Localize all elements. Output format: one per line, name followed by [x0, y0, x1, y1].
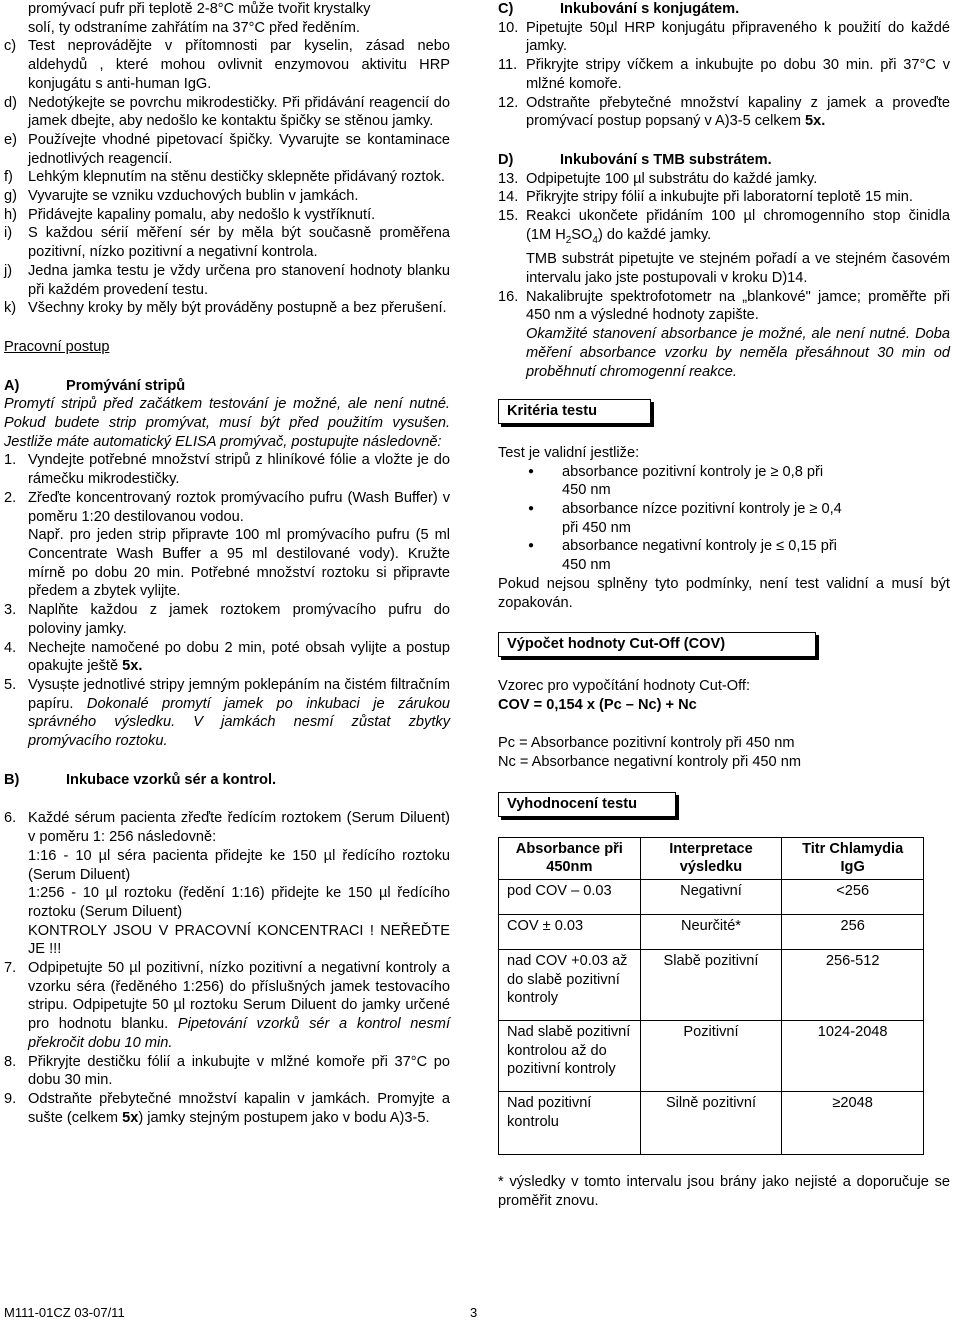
- bullet-icon: ●: [528, 465, 535, 477]
- note-label: k): [4, 300, 17, 317]
- step-sentence: Reakci ukončete přidáním 100 µl chromogenního stop činidla (1M H: [526, 208, 950, 243]
- criteria-line: absorbance nízce pozitivní kontroly je ≥ 0,4: [562, 501, 842, 518]
- step-text: Přikryjte stripy fólií a inkubujte při laboratorní teplotě 15 min.: [526, 189, 913, 206]
- step-text: [28, 489, 450, 526]
- section-d-heading: [498, 151, 950, 170]
- note-text: Vyvarujte se vzniku vzduchových bublin v jamkách.: [28, 188, 359, 205]
- table-row: [499, 1091, 924, 1154]
- step-text: 1:16 - 10 µl séra pacienta přidejte ke 150 µl ředícího roztoku (Serum Diluent): [28, 847, 450, 883]
- table-cell: 1024-2048: [782, 1020, 924, 1091]
- table-row: [499, 879, 924, 914]
- section-d-title: Inkubování s TMB substrátem.: [560, 151, 772, 168]
- step-note: Dokonalé promytí jamek po inkubaci je zárukou správného výsledku. V jamkách nesmí zůstat zbytky promývacího roztoku.: [28, 695, 450, 750]
- table-row: [499, 1020, 924, 1091]
- step-note: Pipetování vzorků sér a kontrol nesmí překročit dobu 10 min.: [28, 1016, 451, 1051]
- table-cell: <256: [782, 879, 924, 914]
- criteria-item: [498, 463, 950, 500]
- step-number: 12.: [498, 94, 519, 111]
- note-item: [4, 187, 450, 206]
- note-item: [4, 224, 450, 261]
- step-8: [4, 1053, 450, 1090]
- note-text: S každou sérií měření sér by měla být současně proměřena pozitivní, nízko pozitivní a negativní kontrola.: [28, 225, 450, 261]
- step-14: [498, 188, 950, 207]
- intro-sentence: Jestliže máte automatický ELISA promývač, postupujte následovně:: [4, 433, 442, 450]
- page-number: 3: [470, 1305, 478, 1320]
- note-label: g): [4, 188, 17, 205]
- step-sentence: Vysuște jednotlivé stripy jemným poklepáním na čistém filtračním papíru.: [28, 676, 450, 712]
- step-number: 2.: [4, 489, 17, 506]
- section-c-steps: [498, 19, 950, 131]
- section-a-steps: [4, 451, 450, 750]
- step-6: [4, 809, 450, 959]
- evaluation-heading: Vyhodnocení testu: [498, 792, 676, 817]
- table-header: Interpretace výsledku: [640, 837, 782, 879]
- step-number: 8.: [4, 1053, 17, 1070]
- section-a-label: A): [4, 377, 20, 394]
- step-body: [28, 489, 450, 601]
- step-number: 1.: [4, 452, 17, 469]
- step-text: [526, 19, 950, 56]
- step-text: [526, 207, 950, 250]
- criteria-item: [498, 500, 950, 537]
- section-a-intro: [4, 395, 450, 451]
- step-body: [28, 451, 450, 488]
- note-label: i): [4, 225, 13, 242]
- section-b-label: B): [4, 771, 20, 788]
- criteria-line: 450 nm: [562, 482, 611, 499]
- step-text: Např. pro jeden strip připravte 100 ml promývacího pufru (5 ml Concentrate Wash Buffer a 95 ml destilované vody). Kružte mírně po dobu 20 min. Potřebné množství roztoku si připravte předem a zbytek vylijte.: [28, 527, 450, 600]
- step-item: [4, 451, 450, 488]
- note-text: Všechny kroky by měly být prováděny postupně a bez přerušení.: [28, 300, 447, 317]
- footnote-text: * výsledky v tomto intervalu jsou brány jako nejisté a doporučuje se proměřit znovu.: [498, 1173, 950, 1209]
- step-9: [4, 1090, 450, 1127]
- step-number: 16.: [498, 288, 519, 305]
- step-number: 7.: [4, 960, 17, 977]
- step-sentence: Zřeďte koncentrovaný roztok promývacího pufru (Wash Buffer) v poměru 1:20 destilovanou vodou.: [28, 489, 450, 525]
- note-item: [4, 262, 450, 299]
- step-text: Odpipetujte 100 µl substrátu do každé jamky.: [526, 170, 818, 187]
- nc-definition: Nc = Absorbance negativní kontroly při 450 nm: [498, 754, 801, 771]
- step-number: 15.: [498, 208, 519, 225]
- step-item: [498, 19, 950, 56]
- step-sentence: Přikryjte stripy víčkem a inkubujte po dobu 30 min. při 37°C v mlžné komoře.: [526, 57, 950, 92]
- notes-list: [4, 37, 450, 318]
- pc-definition: Pc = Absorbance pozitivní kontroly při 450 nm: [498, 735, 795, 752]
- table-cell: Negativní: [640, 879, 782, 914]
- step-text: [526, 94, 950, 131]
- step-body: [28, 676, 450, 751]
- step-sentence: Nechejte namočené po dobu 2 min, poté obsah vylijte a postup opakujte ještě: [28, 639, 450, 675]
- note-item: [4, 131, 450, 168]
- step-text: [28, 1090, 450, 1127]
- footnote: [498, 1173, 950, 1210]
- step-number: 5.: [4, 676, 17, 693]
- criteria-list: [498, 463, 950, 575]
- step-sentence: Pipetujte 50µl HRP konjugátu připraveného k použití do každé jamky.: [526, 19, 950, 55]
- note-text: Přidávejte kapaliny pomalu, aby nedošlo k vystříknutí.: [28, 206, 376, 223]
- intro-line: promývací pufr při teplotě 2-8°C může tvořit krystalky: [28, 1, 371, 17]
- step-sentence: ) jamky stejným postupem jako v bodu A)3-5.: [138, 1109, 430, 1126]
- table-cell: Neurčité*: [640, 914, 782, 949]
- subscript: 4: [592, 234, 598, 246]
- step-number: 11.: [498, 57, 518, 74]
- note-label: f): [4, 169, 13, 186]
- note-text: Test neprovádějte v přítomnosti par kyselin, zásad nebo aldehydů , které mohou ovlivnit enzymovou aktivitu HRP konjugátu s anti-human IgG.: [28, 38, 450, 92]
- step-text: [28, 451, 450, 488]
- step-text: [526, 56, 950, 93]
- step-number: 14.: [498, 189, 519, 206]
- intro-text: [4, 0, 450, 37]
- section-c-label: C): [498, 1, 514, 17]
- step-text: KONTROLY JSOU V PRACOVNÍ KONCENTRACI ! NEŘEĎTE JE !!!: [28, 922, 450, 958]
- step-text: 1:256 - 10 µl roztoku (ředění 1:16) přidejte ke 150 µl ředícího roztoku (Serum Diluent): [28, 885, 450, 920]
- table-cell: Slabě pozitivní: [640, 949, 782, 1020]
- note-item: [4, 206, 450, 225]
- section-a-heading: [4, 377, 450, 396]
- criteria-line: absorbance pozitivní kontroly je ≥ 0,8 při: [562, 463, 824, 480]
- step-15: [498, 207, 950, 288]
- note-text: Jedna jamka testu je vždy určena pro stanovení hodnoty blanku při každém provedení testu.: [28, 262, 450, 298]
- step-text: Nakalibrujte spektrofotometr na „blankové" jamce; proměřte při 450 nm a výsledné hodnoty zapište.: [526, 288, 950, 324]
- table-cell: 256-512: [782, 949, 924, 1020]
- step-number: 3.: [4, 602, 17, 619]
- step-sentence: Vyndejte potřebné množství stripů z hliníkové fólie a vložte je do rámečku mikrodestičky.: [28, 452, 450, 488]
- step-item: [498, 94, 950, 131]
- document-code: M111-01CZ 03-07/11: [4, 1305, 125, 1320]
- step-text: [28, 959, 450, 1053]
- step-number: 10.: [498, 19, 519, 36]
- bullet-icon: ●: [528, 540, 535, 552]
- intro-sentence: Promytí stripů před začátkem testování je možné, ale není nutné.: [4, 396, 450, 413]
- note-label: h): [4, 206, 17, 223]
- step-sentence: ) do každé jamky.: [597, 226, 712, 243]
- step-13: [498, 170, 950, 189]
- note-label: e): [4, 131, 17, 148]
- step-text: Každé sérum pacienta zřeďte ředícím roztokem (Serum Diluent) v poměru 1: 256 následovně:: [28, 810, 450, 846]
- right-column: [498, 0, 950, 1210]
- table-header-row: [499, 837, 924, 879]
- step-number: 4.: [4, 639, 17, 656]
- subscript: 2: [565, 234, 572, 246]
- step-sentence: Odstraňte přebytečné množství kapalin v jamkách. Promyjte a sušte (celkem: [28, 1090, 450, 1126]
- step-bold: 5x: [122, 1109, 139, 1126]
- table-cell: Silně pozitivní: [640, 1091, 782, 1154]
- step-number: 6.: [4, 810, 17, 827]
- section-a-title: Promývání stripů: [66, 377, 186, 394]
- criteria-text: [562, 500, 950, 537]
- step-item: [498, 56, 950, 93]
- table-cell: Pozitivní: [640, 1020, 782, 1091]
- step-16: [498, 288, 950, 382]
- step-item: [4, 676, 450, 751]
- note-item: [4, 299, 450, 318]
- bullet-icon: ●: [528, 503, 535, 515]
- evaluation-table: [498, 837, 924, 1155]
- step-sentence: SO: [571, 226, 593, 243]
- table-cell: Nad pozitivní kontrolu: [499, 1091, 641, 1154]
- cutoff-intro: Vzorec pro vypočítání hodnoty Cut-Off:: [498, 678, 751, 694]
- table-row: [499, 914, 924, 949]
- table-cell: Nad slabě pozitivní kontrolou až do pozitivní kontroly: [499, 1020, 641, 1091]
- step-sentence: Naplňte každou z jamek roztokem promývacího pufru do poloviny jamky.: [28, 602, 450, 637]
- table-row: [499, 949, 924, 1020]
- step-text: [28, 676, 450, 751]
- note-item: [4, 37, 450, 93]
- intro-line: solí, ty odstraníme zahřátím na 37°C před ředěním.: [28, 19, 360, 36]
- note-item: [4, 94, 450, 131]
- step-text: [28, 639, 450, 676]
- step-text: Přikryjte destičku fólií a inkubujte v mlžné komoře při 37°C po dobu 30 min.: [28, 1053, 450, 1089]
- table-cell: pod COV – 0.03: [499, 879, 641, 914]
- criteria-text: [562, 537, 950, 574]
- step-body: [28, 601, 450, 638]
- table-cell: ≥2048: [782, 1091, 924, 1154]
- step-sentence: Odpipetujte 50 µl pozitivní, nízko pozitivní a negativní kontroly a vzorku séra (ředěného 1:256) do příslušných jamek testovacího stripu. Odpipetujte 50 µl roztoku Serum Diluent do jamky určené pro hodnotu blanku.: [28, 960, 450, 1033]
- table-header: Titr Chlamydia IgG: [782, 837, 924, 879]
- note-label: c): [4, 38, 17, 55]
- criteria-intro: Test je validní jestliže:: [498, 444, 640, 461]
- criteria-line: při 450 nm: [562, 519, 631, 536]
- step-bold: 5x.: [805, 113, 826, 130]
- step-item: [4, 489, 450, 601]
- note-text: Nedotýkejte se povrchu mikrodestičky. Při přidávání reagencií do jamek dbejte, aby nedošlo ke kontaktu špičky se stěnou jamky.: [28, 94, 450, 130]
- criteria-item: [498, 537, 950, 574]
- criteria-line: absorbance negativní kontroly je ≤ 0,15 při: [562, 538, 837, 555]
- section-c-title: Inkubování s konjugátem.: [560, 1, 740, 17]
- section-c-heading: [498, 0, 950, 19]
- step-7: [4, 959, 450, 1053]
- step-item: [4, 601, 450, 638]
- step-number: 13.: [498, 170, 519, 187]
- cutoff-heading: Výpočet hodnoty Cut-Off (COV): [498, 632, 816, 657]
- criteria-text: [562, 463, 950, 500]
- step-number: 9.: [4, 1090, 17, 1107]
- criteria-line: 450 nm: [562, 557, 611, 574]
- section-b-title: Inkubace vzorků sér a kontrol.: [66, 771, 277, 788]
- procedure-heading: Pracovní postup: [4, 338, 110, 355]
- table-cell: nad COV +0.03 až do slabě pozitivní kontroly: [499, 949, 641, 1020]
- step-body: [28, 639, 450, 676]
- table-header: Absorbance při 450nm: [499, 837, 641, 879]
- note-label: j): [4, 262, 13, 279]
- step-note: Okamžité stanovení absorbance je možné, ale není nutné. Doba měření absorbance vzorku by neměla přesáhnout 30 min od proběhnutí chromogenní reakce.: [526, 326, 950, 380]
- criteria-heading: Kritéria testu: [498, 399, 651, 424]
- table-cell: COV ± 0.03: [499, 914, 641, 949]
- cutoff-formula: COV = 0,154 x (Pc – Nc) + Nc: [498, 696, 697, 713]
- left-column: [4, 0, 450, 1127]
- section-d-label: D): [498, 151, 514, 168]
- criteria-fail-text: Pokud nejsou splněny tyto podmínky, není test validní a musí být zopakován.: [498, 575, 950, 611]
- step-item: [4, 639, 450, 676]
- step-text: [28, 601, 450, 638]
- note-label: d): [4, 94, 17, 111]
- table-cell: 256: [782, 914, 924, 949]
- intro-sentence: Pokud budete strip promývat, musí být před použitím vysušen.: [4, 415, 450, 432]
- step-sentence: Odstraňte přebytečné množství kapaliny z jamek a proveďte promývací postup popsaný v A)3-5 celkem: [526, 94, 950, 130]
- note-item: [4, 168, 450, 187]
- note-text: Lehkým klepnutím na stěnu destičky sklepněte přidávaný roztok.: [28, 169, 445, 186]
- section-b-heading: [4, 771, 450, 790]
- step-bold: 5x.: [122, 658, 143, 675]
- note-text: Používejte vhodné pipetovací špičky. Vyvarujte se kontaminace jednotlivých reagencií.: [28, 131, 450, 167]
- step-text: TMB substrát pipetujte ve stejném pořadí a ve stejném časovém intervalu jako jste postupovali v kroku D)14.: [526, 251, 950, 287]
